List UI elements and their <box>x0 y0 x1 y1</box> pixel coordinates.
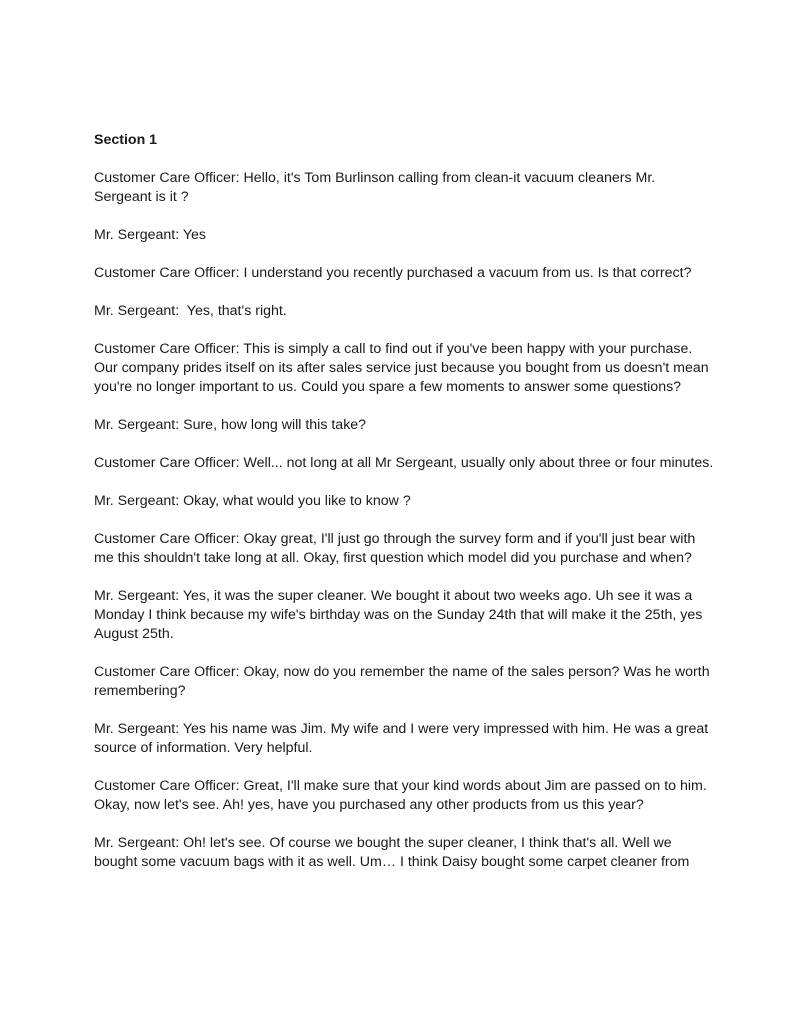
dialogue-paragraph: Customer Care Officer: Okay, now do you remember the name of the sales person? Was he worth remembering? <box>94 664 714 699</box>
dialogue-paragraph: Customer Care Officer: Okay great, I'll just go through the survey form and if you'll just bear with me this shouldn't take long at all. Okay, first question which model did you purchase and when? <box>94 531 700 566</box>
dialogue-paragraph: Mr. Sergeant: Yes <box>94 227 206 243</box>
dialogue-paragraph: Mr. Sergeant: Yes, that's right. <box>94 303 287 319</box>
section-title: Section 1 <box>94 132 158 148</box>
dialogue-paragraph: Mr. Sergeant: Okay, what would you like to know ? <box>94 493 411 509</box>
dialogue-paragraph: Customer Care Officer: This is simply a call to find out if you've been happy with your purchase. Our company prides itself on its after sales service just because you bought from us doesn't mean you're no longer important to us. Could you spare a few moments to answer some questions? <box>94 341 713 395</box>
dialogue-paragraph: Customer Care Officer: Great, I'll make sure that your kind words about Jim are passed on to him. Okay, now let's see. Ah! yes, have you purchased any other products from us this year? <box>94 778 711 813</box>
dialogue-paragraph: Customer Care Officer: Well... not long at all Mr Sergeant, usually only about three or four minutes. <box>94 455 714 471</box>
dialogue-paragraph: Mr. Sergeant: Yes, it was the super cleaner. We bought it about two weeks ago. Uh see it was a Monday I think because my wife's birthday was on the Sunday 24th that will make it the 25th, yes August 25th. <box>94 588 706 642</box>
dialogue-paragraph: Mr. Sergeant: Sure, how long will this take? <box>94 417 367 433</box>
dialogue-paragraph: Mr. Sergeant: Oh! let's see. Of course we bought the super cleaner, I think that's all. Well we bought some vacuum bags with it as well. Um… I think Daisy bought some carpet cleaner from <box>94 835 690 870</box>
dialogue-paragraph: Customer Care Officer: Hello, it's Tom Burlinson calling from clean-it vacuum cleaners Mr. Sergeant is it ? <box>94 170 660 205</box>
document-page <box>94 131 714 891</box>
dialogue-paragraph: Mr. Sergeant: Yes his name was Jim. My wife and I were very impressed with him. He was a great source of information. Very helpful. <box>94 721 713 756</box>
dialogue-paragraph: Customer Care Officer: I understand you recently purchased a vacuum from us. Is that correct? <box>94 265 692 281</box>
